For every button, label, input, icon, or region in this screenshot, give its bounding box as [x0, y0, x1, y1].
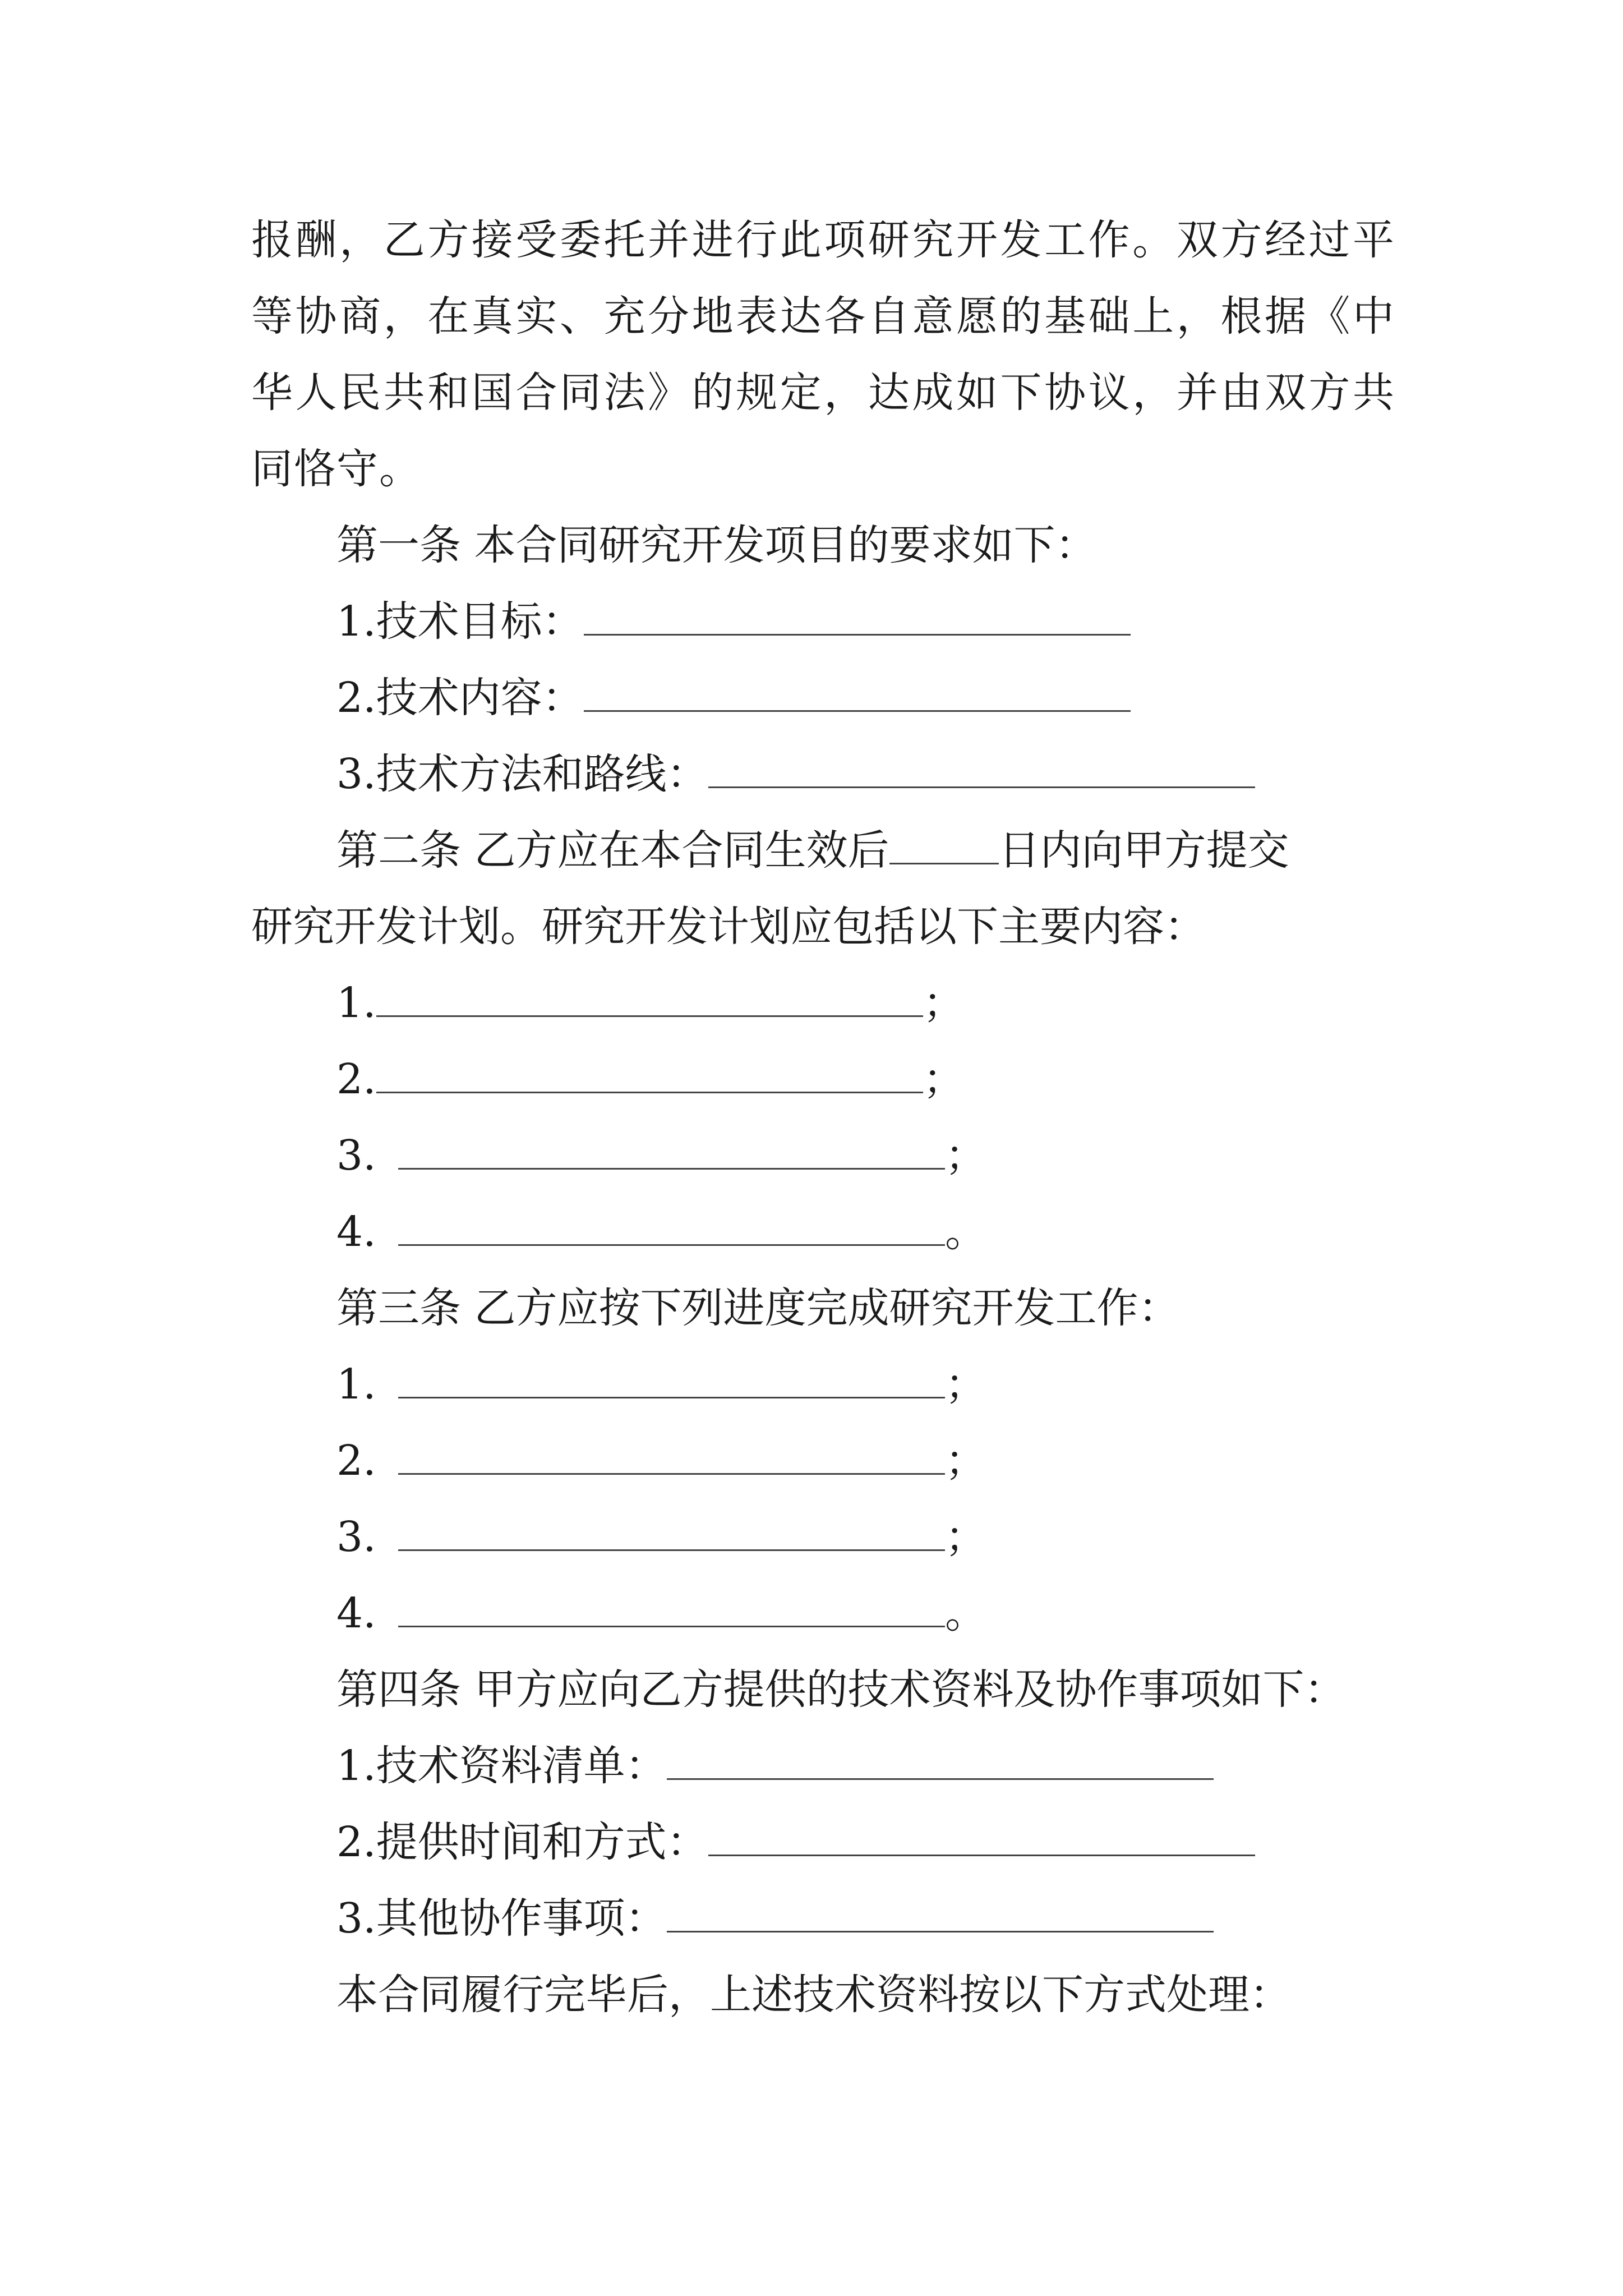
article3-item — [336, 1356, 986, 1412]
fill-blank[interactable] — [708, 1820, 1255, 1856]
fill-blank[interactable] — [376, 981, 923, 1017]
intro-line: 报酬，乙方接受委托并进行此项研究开发工作。双方经过平 — [251, 216, 1395, 264]
fill-blank[interactable] — [667, 1743, 1214, 1780]
article2-item — [336, 1128, 986, 1184]
item-label: 3.其他协作事项： — [336, 1894, 667, 1943]
article3-heading: 第三条 乙方应按下列进度完成研究开发工作： — [336, 1284, 1180, 1332]
fill-blank[interactable] — [398, 1133, 945, 1170]
item-end: ； — [945, 1437, 986, 1485]
item-end: ； — [923, 979, 965, 1027]
item-number: 2. — [336, 1055, 376, 1103]
article2-line: 研究开发计划。研究开发计划应包括以下主要内容： — [251, 903, 1206, 951]
intro-line: 同恪守。 — [251, 445, 422, 493]
article1-item — [336, 670, 1131, 726]
days-blank[interactable] — [889, 828, 999, 864]
article3-item — [336, 1585, 986, 1641]
article2-line — [336, 822, 1289, 878]
fill-blank[interactable] — [708, 752, 1255, 788]
article4-item — [336, 1890, 1214, 1947]
item-label: 3.技术方法和路线： — [336, 750, 708, 798]
article4-closing: 本合同履行完毕后，上述技术资料按以下方式处理： — [336, 1971, 1291, 2019]
article3-item — [336, 1433, 986, 1489]
article1-item — [336, 593, 1131, 650]
item-number: 4. — [336, 1589, 376, 1637]
item-label: 1.技术目标： — [336, 597, 584, 646]
item-label: 2.技术内容： — [336, 674, 584, 722]
fill-blank[interactable] — [584, 675, 1131, 712]
item-end: ； — [923, 1055, 965, 1103]
item-end: 。 — [945, 1589, 986, 1637]
fill-blank[interactable] — [376, 1057, 923, 1093]
article2-item — [336, 975, 965, 1031]
article2-item — [336, 1204, 986, 1260]
fill-blank[interactable] — [584, 599, 1131, 636]
item-number: 1. — [336, 979, 376, 1027]
article2-text: 第二条 乙方应在本合同生效后 — [336, 826, 889, 875]
item-end: ； — [945, 1131, 986, 1180]
article4-item — [336, 1814, 1255, 1870]
article3-item — [336, 1509, 986, 1565]
fill-blank[interactable] — [398, 1515, 945, 1551]
item-number: 3. — [336, 1131, 376, 1180]
item-end: ； — [945, 1513, 986, 1561]
fill-blank[interactable] — [667, 1896, 1214, 1932]
item-number: 3. — [336, 1513, 376, 1561]
article4-heading: 第四条 甲方应向乙方提供的技术资料及协作事项如下： — [336, 1665, 1346, 1714]
item-number: 1. — [336, 1360, 376, 1409]
item-number: 2. — [336, 1437, 376, 1485]
fill-blank[interactable] — [398, 1591, 945, 1627]
item-number: 4. — [336, 1208, 376, 1256]
intro-line: 华人民共和国合同法》的规定，达成如下协议，并由双方共 — [251, 369, 1395, 417]
article2-item — [336, 1051, 965, 1107]
intro-line: 等协商，在真实、充分地表达各自意愿的基础上，根据《中 — [251, 292, 1395, 341]
item-end: 。 — [945, 1208, 986, 1256]
fill-blank[interactable] — [398, 1362, 945, 1398]
item-label: 2.提供时间和方式： — [336, 1818, 708, 1866]
article1-item — [336, 746, 1255, 802]
item-end: ； — [945, 1360, 986, 1409]
fill-blank[interactable] — [398, 1438, 945, 1475]
item-label: 1.技术资料清单： — [336, 1742, 667, 1790]
article1-heading: 第一条 本合同研究开发项目的要求如下： — [336, 521, 1097, 569]
article2-text: 日内向甲方提交 — [998, 826, 1289, 875]
article4-item — [336, 1738, 1214, 1794]
fill-blank[interactable] — [398, 1209, 945, 1246]
